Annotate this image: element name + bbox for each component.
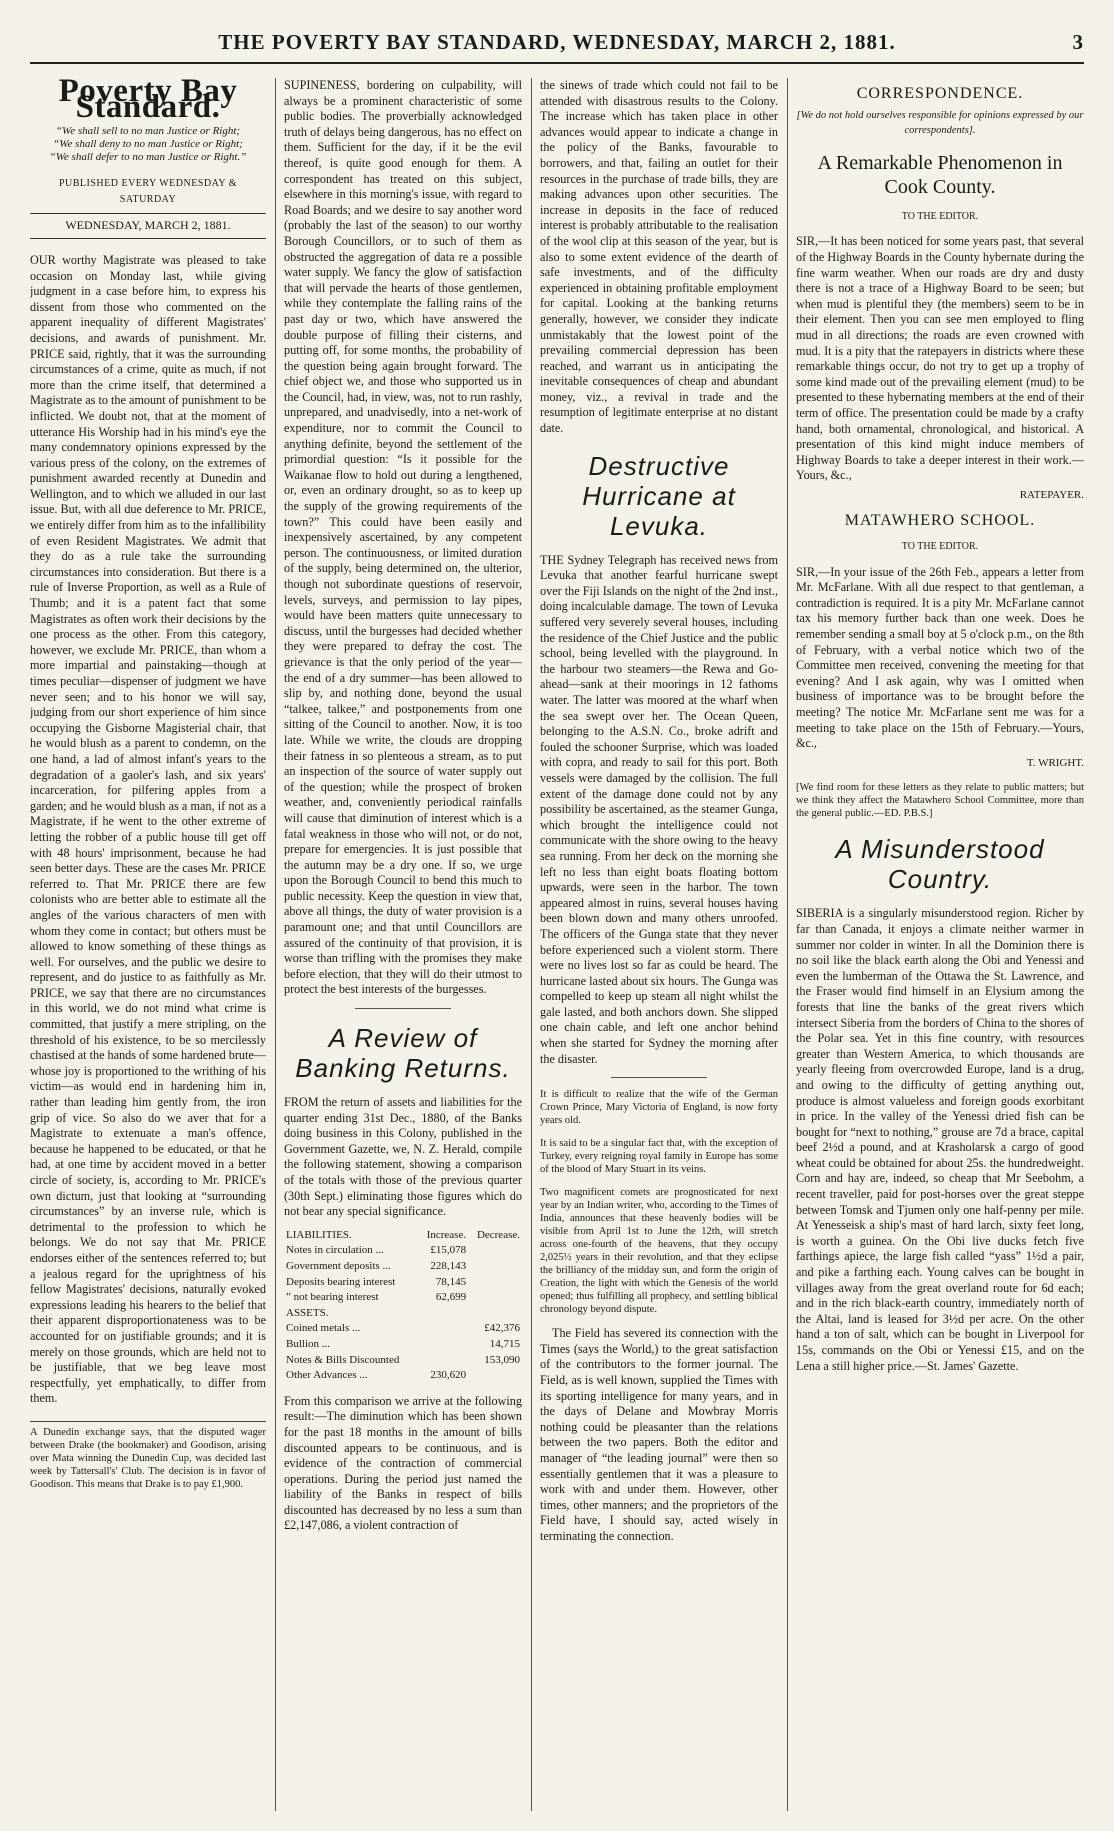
- table-cell: [468, 1275, 522, 1291]
- paper-name: Poverty Bay Standard.: [58, 78, 238, 125]
- news-item: It is difficult to realize that the wife of the German Crown Prince, Mary Victoria of England, is now forty years old.: [540, 1089, 778, 1127]
- table-row: [284, 1243, 522, 1259]
- table-row: [284, 1290, 522, 1306]
- column-3: [540, 78, 778, 1811]
- table-header: [284, 1228, 522, 1244]
- table-row: [284, 1321, 522, 1337]
- section-divider: [611, 1077, 706, 1078]
- table-cell: [468, 1306, 522, 1322]
- motto: [30, 125, 266, 164]
- motto-line: “We shall sell to no man Justice or Right;: [55, 125, 241, 138]
- column-separator: [787, 78, 788, 1811]
- letter-body: SIR,—In your issue of the 26th Feb., appears a letter from Mr. McFarlane. With all due respect to that gentleman, a contradiction is required. It is a pity Mr. McFarlane cannot tax his memory further back than one week. Does he remember sending a small boy at 5 o'clock p.m., on the 8th of February, with a verbal notice which two of the Committee men received, convening the meeting for that evening? And I ask again, why was I omitted when business of importance was to be brought before the meeting? The notice Mr. McFarlane sent me was for a meeting to take place on the 15th of February.—Yours, &c.,: [796, 564, 1084, 751]
- news-item: Two magnificent comets are prognosticated for next year by an Indian writer, who, according to the Times of India, announces that these heavenly bodies will be visible from April 1st to June the 12th, will stretch across one-fourth of the heavens, that they occupy 2,025½ years in their revolution, and that they eclipse the brilliancy of the midday sun, and form the origin of Creation, the light with which the Genesis of the world opened; thus fulfilling all prophecy, and settling biblical chronology beyond dispute.: [540, 1187, 778, 1316]
- siberia-heading: A Misunderstood Country.: [835, 834, 1045, 895]
- table-row: [284, 1306, 522, 1322]
- editorial-paragraph: OUR worthy Magistrate was pleased to take occasion on Monday last, while giving judgment in a case before him, to express his dissent from those who commented on the apparent inequality of different Magistrates' decisions, and awards of punishment. Mr. PRICE said, rightly, that it was the surrounding circumstances of a crime, quite as much, if not more than the crime itself, that determined a Magistrate as to the amount of punishment to be inflicted. We doubt not, that at the moment of utterance His Worship had in his mind's eye the many condemnatory opinions expressed by the various press of the colony, on the extremes of punishment awarded recently at Dunedin and Wellington, and to which we alluded in our last issue. But, with all due deference to Mr. PRICE, we entirely differ from him as to the infallibility of even Resident Magistrates. We admit that they do as a rule take the surrounding circumstances into consideration. But there is a rule of Inverse Proportion, as well as a Rule of Thumb; and it is a patent fact that some Magistrates as often work their decisions by the one process as the other. From this category, however, we exclude Mr. PRICE, than whom a more impartial and painstaking—though at times peculiar—dispenser of judgment we have never seen; and to his honor we will say, judging from our short experience of him since occupying the Gisborne Magisterial chair, that he would blush as a parent to condemn, on the one hand, a lad of almost infant's years to the degradation of a gaoler's lash, and six years' incarceration, for pilfering apples from a garden; and he would blush as a man, if not as a Magistrate, if he went to the other extreme of letting the robber of a public house till get off with 48 hours' imprisonment, because he had seen better days. These are the cases Mr. PRICE referred to. That Mr. PRICE there are few colonists who are better able to estimate all the angles of the various characters of men with whom they come in contact; but others must be allowed to know something of these things as well. For ourselves, and the public we desire to represent, and do justice to as faithfully as Mr. PRICE, we say that there are no circumstances in this world, we do not mind what crime is committed, that justify a mere stripling, on the threshold of his existence, to be so mercilessly chastised at the hands of some hardened brute—whose joy is proportioned to the writhing of his victim—as would end in hardening him in, rather than leading him gently from, the iron grip of vice. So also do we aver that for a Magistrate to extenuate a man's offence, because he happened to be educated, or that he had, at one time by accident moved in a better circle of society, is, according to Mr. PRICE's own dictum, just that looking at “surrounding circumstances” by an inverse rule, which is detrimental to the profession to which he belongs. We do not say that Mr. PRICE endorses either of the sentences referred to; but a jealous regard for the uprightness of his fellow Magistrates' decisions, naturally evoked expressions leading his hearers to the belief that their apparent disproportionateness was to be accounted for on justifiable grounds; and it is merely on those grounds, which are held not to be justifiable, that we beg leave most respectfully, yet emphatically, to differ from them.: [30, 252, 266, 1406]
- table-cell: Other Advances ...: [286, 1369, 368, 1382]
- table-cell: £15,078: [430, 1244, 467, 1257]
- table-row: [284, 1337, 522, 1353]
- letter-heading: MATAWHERO SCHOOL.: [844, 512, 1036, 530]
- table-row: [284, 1259, 522, 1275]
- table-cell: Coined metals ...: [286, 1322, 361, 1335]
- banking-table: [284, 1228, 522, 1384]
- column-separator: [275, 78, 276, 1811]
- motto-line: “We shall deny to no man Justice or Right;: [53, 138, 243, 151]
- hurricane-heading: Destructive Hurricane at Levuka.: [582, 450, 736, 541]
- to-the-editor: TO THE EDITOR.: [901, 541, 979, 553]
- table-cell: [418, 1353, 468, 1369]
- to-the-editor: TO THE EDITOR.: [901, 210, 979, 222]
- table-row: [284, 1368, 522, 1384]
- letter-heading: A Remarkable Phenomenon in Cook County.: [817, 151, 1063, 198]
- masthead-rule: [30, 62, 1084, 64]
- table-cell: Government deposits ...: [286, 1259, 391, 1272]
- page-number: 3: [1072, 30, 1084, 54]
- table-cell: Notes & Bills Discounted: [286, 1353, 400, 1366]
- table-cell: 153,090: [484, 1353, 520, 1366]
- motto-line: “We shall defer to no man Justice or Right.”: [49, 151, 247, 164]
- hurricane-paragraph: THE Sydney Telegraph has received news from Levuka that another fearful hurricane swept over the Fiji Islands on the night of the 2nd inst., doing incalculable damage. The town of Levuka suffered very severely several houses, including the residence of the Chief Justice and the public school, being levelled with the playground. In the harbour two steamers—the Rewa and Go-ahead—sank at their moorings in 12 fathoms water. The latter was moored at the wharf when the sea swept over her. The Ocean Queen, belonging to the A.S.N. Co., broke adrift and fouled the schooner Surprise, which was loaded with copra, and ready to sail for this port. Both vessels were damaged by the collision. The full extent of the damage done could not by any possibility be ascertained, as the steamer Gunga, which brought the intelligence could not communicate with the shore owing to the heavy sea running. From her deck on the morning she left no less than eight boats floating bottom upwards, were seen in the harbor. The town appeared almost in ruins, several houses having been blown down and many others unroofed. The officers of the Gunga state that they never before experienced such a violent storm. There were no lives lost so far as could be heard. The hurricane lasted about six hours. The Gunga was compelled to keep up steam all night whilst the gale lasted, and both anchors down. She slipped one chain cable, and left one anchor behind when she started for Sydney the morning after the disaster.: [540, 552, 778, 1066]
- siberia-paragraph: SIBERIA is a singularly misunderstood region. Richer by far than Canada, it enjoys a climate neither warmer in summer nor colder in winter. In all the Dominion there is no soil like the black earth along the Obi and Yenessi and even the lumberman of the Ottawa the St. Lawrence, and the Fraser would find himself in an Elysium among the forests that line the banks of the great rivers which intersect Siberia from the borders of China to the shores of the Polar sea. Yet in this fine country, with resources greater than Western America, to which thousands are yearly fleeing from overcrowded Europe, land is a drug, and owing to the difficulty of getting anything out, produce is almost valueless and foreign goods exorbitant in price. In the valley of the Yenessi dried fish can be bought for “next to nothing,” grouse are 7d a brace, capital beef 2½d a pound, and at Krasholarsk a cargo of good wheat could be obtained for about 25s. the hundredweight. Corn and hay are, indeed, so cheap that Mr Seebohm, a recent traveller, paid for post-horses over the great steppe between Tomsk and Tjumen only one half-penny per mile. At Yenesseisk a ship's mast of hard larch, sixty feet long, is worth a guinea. On the Obi live ducks fetch five farthings apiece, the large fish called “yass” 1½d a pair, and pike a farthing each. Young calves can be bought in villages away from the great overland route for 6d each; and in the rich black-earth country, immediately north of the Altai, land is leased for 3½d per acre. On the other hand a ton of salt, which can be bought in Liverpool for 15s, commands on the Obi or Yenessi £15, and on the Lena a still higher price.—St. James' Gazette.: [796, 906, 1084, 1373]
- table-cell: £42,376: [484, 1322, 520, 1335]
- column-separator: [531, 78, 532, 1811]
- letter-body: SIR,—It has been noticed for some years past, that several of the Highway Boards in the County hybernate during the fine warm weather. When our roads are dry and dusty there is not a trace of a Highway Board to be seen; but when mud is plentiful they (the members) seem to be in their element. Then you can see men employed to fling mud in all directions; the roads are even crowned with mud. It is a pity that the ratepayers in districts where these remarkable things occur, do not try to get up a trophy of some kind made out of the prevailing element (mud) to be presented to these hybernating members at the end of their term of office. The presentation could be made by a crafty hand, both ornamental, chronological, and historical. A presentation of this kind might induce members of Highway Boards to take a deeper interest in their work.—Yours, &c.,: [796, 234, 1084, 483]
- table-cell: ” not bearing interest: [286, 1291, 379, 1304]
- letter-signature: T. WRIGHT.: [1026, 756, 1084, 769]
- table-cell: Bullion ...: [286, 1337, 331, 1350]
- table-cell: [468, 1243, 522, 1259]
- table-cell: [418, 1337, 468, 1353]
- footnote: A Dunedin exchange says, that the disputed wager between Drake (the bookmaker) and Goodison, arising over Mata winning the Dunedin Cup, was decided last week by Tattersall's' Club. The decision is in favor of Goodison. This means that Drake is to pay £1,900.: [30, 1421, 266, 1491]
- table-cell: 230,620: [430, 1369, 467, 1382]
- banking-heading: A Review of Banking Returns.: [295, 1023, 511, 1084]
- table-cell: 78,145: [435, 1275, 467, 1288]
- table-cell: [468, 1290, 522, 1306]
- editor-note: [We find room for these letters as they relate to public matters; but we think they affect the Matawhero School Committee, more than the general public.—ED. P.B.S.]: [796, 782, 1084, 820]
- table-cell: Notes in circulation ...: [286, 1244, 384, 1257]
- masthead-title: THE POVERTY BAY STANDARD, WEDNESDAY, MARCH 2, 1881.: [218, 30, 896, 54]
- publication-schedule: PUBLISHED EVERY WEDNESDAY & SATURDAY: [58, 178, 238, 205]
- column-1: [30, 78, 266, 1811]
- news-item: It is said to be a singular fact that, with the exception of Turkey, every reigning royal family in Europe has some of the blood of Mary Stuart in its veins.: [540, 1138, 778, 1176]
- table-cell: [418, 1321, 468, 1337]
- issue-date: WEDNESDAY, MARCH 2, 1881.: [30, 213, 266, 239]
- table-cell: 14,715: [489, 1337, 520, 1350]
- table-cell: Deposits bearing interest: [286, 1275, 396, 1288]
- column-2: [284, 78, 522, 1811]
- table-row: [284, 1353, 522, 1369]
- table-header-cell: LIABILITIES.: [286, 1228, 352, 1241]
- field-paragraph: The Field has severed its connection with the Times (says the World,) to the great satisfaction of the contributors to the former journal. The Field, as is well known, supplied the Times with its sporting intelligence for many years, and in the days of Delane and Mowbray Morris nothing could be pleasanter than the relations between the two papers. Both the editor and manager of “the leading journal” were then so essentially gentlemen that it was a pleasure to work with and under them. However, other times, other manners; and the proprietors of the Field have, I should say, acted wisely in terminating the connection.: [540, 1326, 778, 1543]
- table-cell: [468, 1368, 522, 1384]
- editorial-paragraph: SUPINENESS, bordering on culpability, will always be a prominent characteristic of some public bodies. The proverbially acknowledged truth of delays being dangerous, has no effect on them. Sufficient for the day, if it be the evil thereof, is quite good enough for them. A correspondent has treated on this subject, elsewhere in this morning's issue, with regard to Road Boards; and we desire to say another word (probably the last of the season) to our worthy Borough Councillors, or to such of them as obstructed the aggregation of data re a possible water supply. We fancy the glow of satisfaction that will pervade the hearts of those gentlemen, while they contemplate the falling rains of the past day or two, which have answered the double purpose of filling their cisterns, and putting off, for some months, the probability of the question being again brought forward. The chief object we, and those who supported us in the Council, had, in view, was, not to run rashly, unprepared, and unadvisedly, into a net-work of expenditure, nor to commit the Council to anything definite, beyond the settlement of the primordial question: “Is it possible for the Waikanae flow to hold out during a lengthened, or, even an ordinary drought, so as to keep up the supply of the growing requirements of the town?” This could have been easily and inexpensively ascertained, by any competent person. The continuousness, or limited duration of the supply, being determined on, the ulterior, though not subordinate questions of reservoir, levels, surveys, and permission to lay pipes, would have been matters quite unnecessary to discuss, until the burgesses had decided whether they were prepared to defray the cost. The grievance is that the only period of the year—the end of a dry summer—has been allowed to slip by, and nothing done, beyond the usual “talkee, talkee,” and postponements from one sitting of the Council to another. Now, it is too late. While we write, the clouds are dropping their fatness in so plenteous a stream, as to put an inspection of the source of water supply out of the question; while the prospect of broken weather, and, conveniently periodical rainfalls will cause that diminution of interest which is a fatal weakness in those who will not, or do not, prepare for emergencies. It is just possible that the autumn may be a dry one. If so, we urge upon the Borough Council to bend this much to public necessity. Keep the question in view that, above all things, the duty of water provision is a paramount one; and that until Councillors are assured of the continuity of that provision, it is worse than trifling with the promises they make before election, that they will do their utmost to protect the best interests of the burgesses.: [284, 78, 522, 997]
- table-cell: [418, 1306, 468, 1322]
- letter-signature: RATEPAYER.: [1019, 488, 1084, 501]
- disclaimer: [We do not hold ourselves responsible for opinions expressed by our correspondents].: [796, 109, 1084, 137]
- table-header-cell: Increase.: [426, 1228, 467, 1241]
- table-row: [284, 1275, 522, 1291]
- table-cell: 228,143: [430, 1259, 467, 1272]
- table-header-cell: Decrease.: [476, 1228, 520, 1241]
- table-cell: [468, 1259, 522, 1275]
- table-cell: 62,699: [435, 1291, 467, 1304]
- banking-paragraph: the sinews of trade which could not fail to be attended with disastrous results to the Colony. The increase which has taken place in other advances would appear to indicate a change in the policy of the Banks, favourable to borrowers, and that, failing an outlet for their resources in the purchase of trade bills, they are making advances upon other securities. The increase in deposits in the face of reduced interest is probably attributable to the realisation of the wool clip at this season of the year, but is also to some extent evidence of the dearth of safe investments, and of the difficulty experienced in obtaining profitable employment for capital. Looking at the banking returns generally, however, we consider they indicate unmistakably that the lowest point of the prevailing commercial depression has been reached, and warrant us in anticipating the inevitable consequences of cheap and abundant money, viz., a revival in trade and the resumption of legitimate enterprise at no distant date.: [540, 78, 778, 436]
- banking-paragraph: From this comparison we arrive at the following result:—The diminution which has been shown for the past 18 months in the amount of bills discounted appears to be continuous, and is evidence of the contraction of commercial operations. During the period just named the liability of the Banks in respect of bills discounted has decreased by no less a sum than £2,147,086, a violent contraction of: [284, 1393, 522, 1533]
- column-4: [796, 78, 1084, 1811]
- masthead: [30, 30, 1084, 60]
- banking-paragraph: FROM the return of assets and liabilities for the quarter ending 31st Dec., 1880, of the Banks doing business in this Colony, published in the Government Gazette, we, N. Z. Herald, compile the following statement, showing a comparison of the totals with those of the previous quarter (30th Sept.) eliminating those figures which do not bear any special significance.: [284, 1095, 522, 1219]
- section-divider: [355, 1008, 450, 1009]
- table-cell: ASSETS.: [286, 1306, 329, 1319]
- correspondence-heading: CORRESPONDENCE.: [856, 85, 1024, 102]
